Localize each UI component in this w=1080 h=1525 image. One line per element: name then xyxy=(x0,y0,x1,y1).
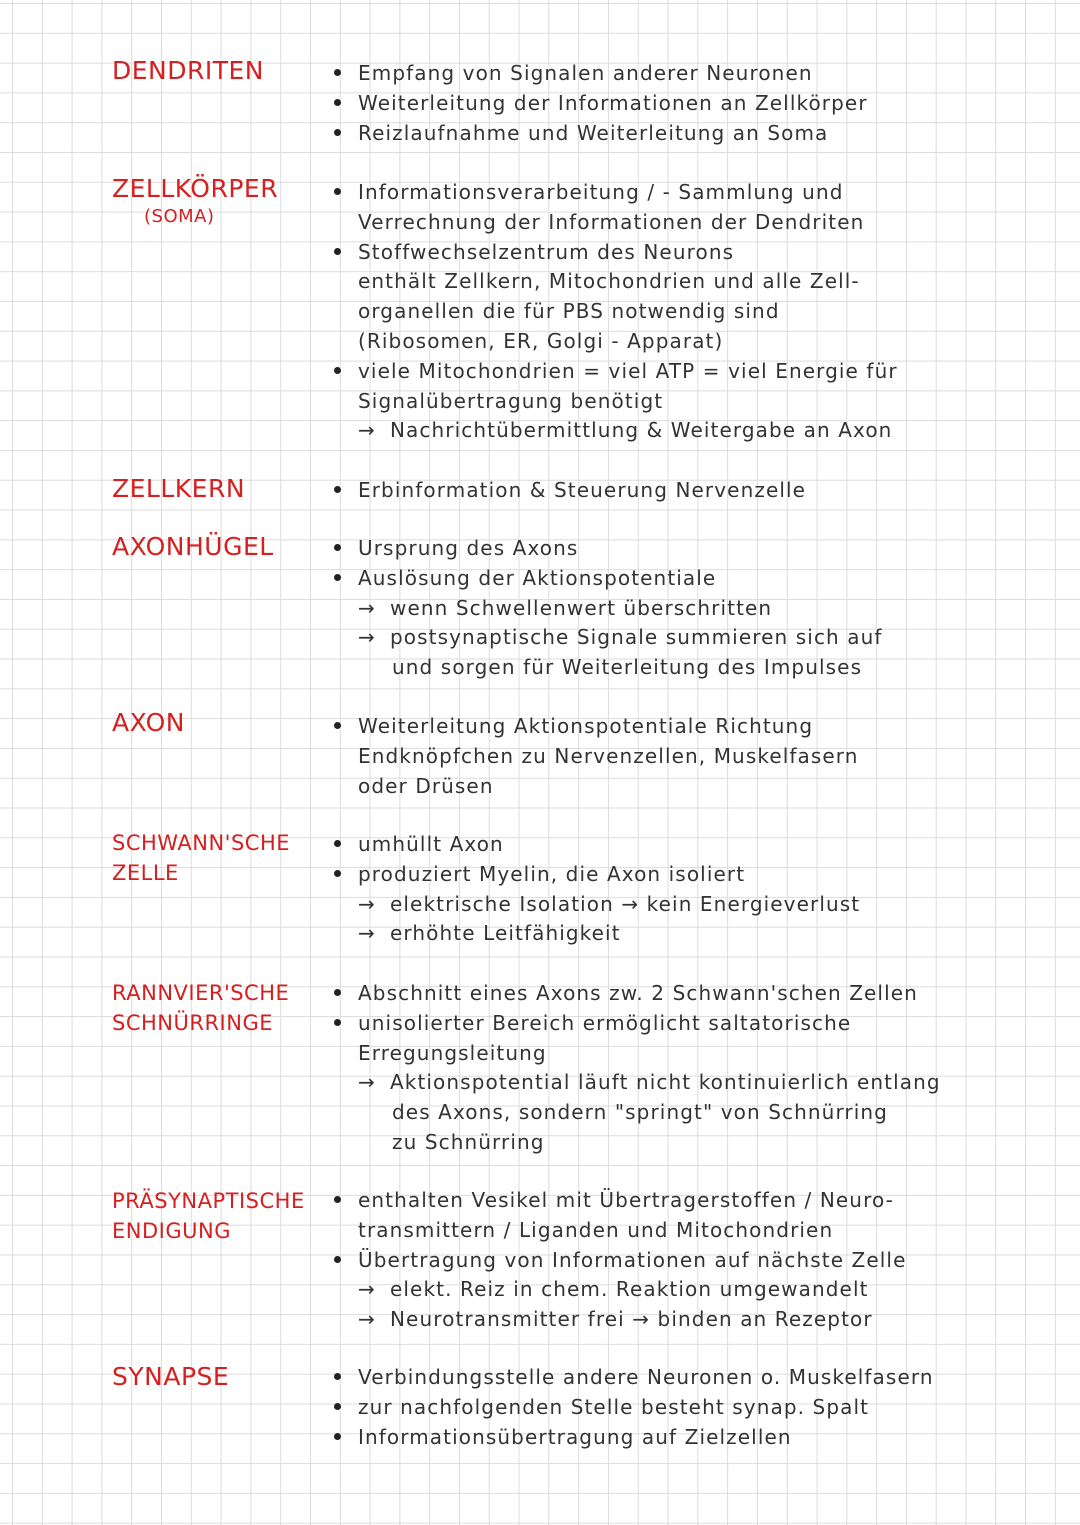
arrow-line-text: elekt. Reiz in chem. Reaktion umgewandelt xyxy=(390,1277,869,1302)
continuation-line: organellen die für PBS notwendig sind xyxy=(358,299,780,324)
term-schwannsche-zelle xyxy=(112,828,312,888)
desc-zellkoerper xyxy=(328,178,1068,446)
arrow-line xyxy=(328,1068,1068,1098)
bullet-line: Erbinformation & Steuerung Nervenzelle xyxy=(328,476,1068,506)
desc-synapse xyxy=(328,1363,1068,1452)
term-label-line2: SCHNÜRRINGE xyxy=(112,1011,273,1035)
continuation-line: Endknöpfchen zu Nervenzellen, Muskelfasern xyxy=(358,743,859,768)
bullet-line: Informationsübertragung auf Zielzellen xyxy=(328,1423,1068,1453)
desc-axonhuegel xyxy=(328,534,1068,683)
arrow-line xyxy=(328,1275,1068,1305)
term-label-line2: ZELLE xyxy=(112,861,179,885)
bullet-line: zur nachfolgenden Stelle besteht synap. Spalt xyxy=(328,1393,1068,1423)
continuation-line: und sorgen für Weiterleitung des Impulses xyxy=(392,655,863,680)
arrow-icon: → xyxy=(358,891,376,916)
term-dendriten xyxy=(112,56,312,86)
bullet-line: Ursprung des Axons xyxy=(328,534,1068,564)
term-synapse xyxy=(112,1362,312,1392)
arrow-icon: → xyxy=(358,1070,376,1095)
arrow-line-text: elektrische Isolation → kein Energieverlust xyxy=(390,891,861,916)
bullet-line: Verbindungsstelle andere Neuronen o. Muskelfasern xyxy=(328,1363,1068,1393)
bullet-line: Empfang von Signalen anderer Neuronen xyxy=(328,59,1068,89)
term-label: ZELLKERN xyxy=(112,474,246,503)
arrow-line-text: Aktionspotential läuft nicht kontinuierlich entlang xyxy=(390,1070,941,1095)
term-rannviersche-schnuerringe xyxy=(112,978,312,1038)
bullet-line: Auslösung der Aktionspotentiale xyxy=(328,564,1068,594)
bullet-line: Reizlaufnahme und Weiterleitung an Soma xyxy=(328,119,1068,149)
arrow-line xyxy=(328,594,1068,624)
term-sublabel: (SOMA) xyxy=(144,206,215,227)
bullet-line: produziert Myelin, die Axon isoliert xyxy=(328,860,1068,890)
term-label: DENDRITEN xyxy=(112,56,265,85)
bullet-line: Übertragung von Informationen auf nächste Zelle xyxy=(328,1246,1068,1276)
arrow-icon: → xyxy=(358,1277,376,1302)
term-label: AXON xyxy=(112,708,186,737)
continuation-line: Signalübertragung benötigt xyxy=(358,388,664,413)
arrow-line xyxy=(328,623,1068,653)
bullet-line: enthalten Vesikel mit Übertragerstoffen / Neuro- xyxy=(328,1186,1068,1216)
desc-zellkern xyxy=(328,476,1068,506)
arrow-line xyxy=(328,890,1068,920)
arrow-line-text: wenn Schwellenwert überschritten xyxy=(390,595,773,620)
arrow-icon: → xyxy=(358,595,376,620)
desc-praesynaptische-endigung xyxy=(328,1186,1068,1335)
bullet-line: viele Mitochondrien = viel ATP = viel Energie für xyxy=(328,357,1068,387)
bullet-line: Stoffwechselzentrum des Neurons xyxy=(328,238,1068,268)
term-label: SCHWANN'SCHE xyxy=(112,831,291,855)
continuation-line: oder Drüsen xyxy=(358,773,494,798)
bullet-line: Weiterleitung der Informationen an Zellkörper xyxy=(328,89,1068,119)
term-zellkern xyxy=(112,474,312,504)
continuation-line: Erregungsleitung xyxy=(358,1040,547,1065)
term-zellkoerper xyxy=(112,174,312,230)
term-label-line2: ENDIGUNG xyxy=(112,1219,231,1243)
continuation-line: zu Schnürring xyxy=(392,1129,545,1154)
term-axonhuegel xyxy=(112,532,312,562)
arrow-line-text: erhöhte Leitfähigkeit xyxy=(390,921,621,946)
continuation-line: enthält Zellkern, Mitochondrien und alle Zell- xyxy=(358,269,860,294)
arrow-icon: → xyxy=(358,418,376,443)
term-praesynaptische-endigung xyxy=(112,1186,312,1246)
term-label: PRÄSYNAPTISCHE xyxy=(112,1189,305,1213)
arrow-line-text: Neurotransmitter frei → binden an Rezeptor xyxy=(390,1307,873,1332)
bullet-line: Abschnitt eines Axons zw. 2 Schwann'schen Zellen xyxy=(328,979,1068,1009)
term-label: ZELLKÖRPER xyxy=(112,174,279,203)
bullet-line: Weiterleitung Aktionspotentiale Richtung xyxy=(328,712,1068,742)
arrow-icon: → xyxy=(358,625,376,650)
arrow-line xyxy=(328,919,1068,949)
arrow-icon: → xyxy=(358,921,376,946)
arrow-line-text: postsynaptische Signale summieren sich auf xyxy=(390,625,883,650)
desc-axon xyxy=(328,712,1068,801)
term-axon xyxy=(112,708,312,738)
arrow-icon: → xyxy=(358,1307,376,1332)
term-label: AXONHÜGEL xyxy=(112,532,274,561)
arrow-line-text: Nachrichtübermittlung & Weitergabe an Axon xyxy=(390,418,893,443)
desc-dendriten xyxy=(328,59,1068,148)
arrow-line xyxy=(328,1305,1068,1335)
bullet-line: Informationsverarbeitung / - Sammlung und xyxy=(328,178,1068,208)
arrow-line xyxy=(328,416,1068,446)
bullet-line: umhüllt Axon xyxy=(328,830,1068,860)
continuation-line: des Axons, sondern "springt" von Schnürring xyxy=(392,1100,888,1125)
term-label: RANNVIER'SCHE xyxy=(112,981,290,1005)
desc-rannviersche-schnuerringe xyxy=(328,979,1068,1158)
term-label: SYNAPSE xyxy=(112,1362,230,1391)
continuation-line: Verrechnung der Informationen der Dendriten xyxy=(358,209,865,234)
continuation-line: (Ribosomen, ER, Golgi - Apparat) xyxy=(358,328,724,353)
bullet-line: unisolierter Bereich ermöglicht saltatorische xyxy=(328,1009,1068,1039)
continuation-line: transmittern / Liganden und Mitochondrien xyxy=(358,1217,834,1242)
desc-schwannsche-zelle xyxy=(328,830,1068,949)
